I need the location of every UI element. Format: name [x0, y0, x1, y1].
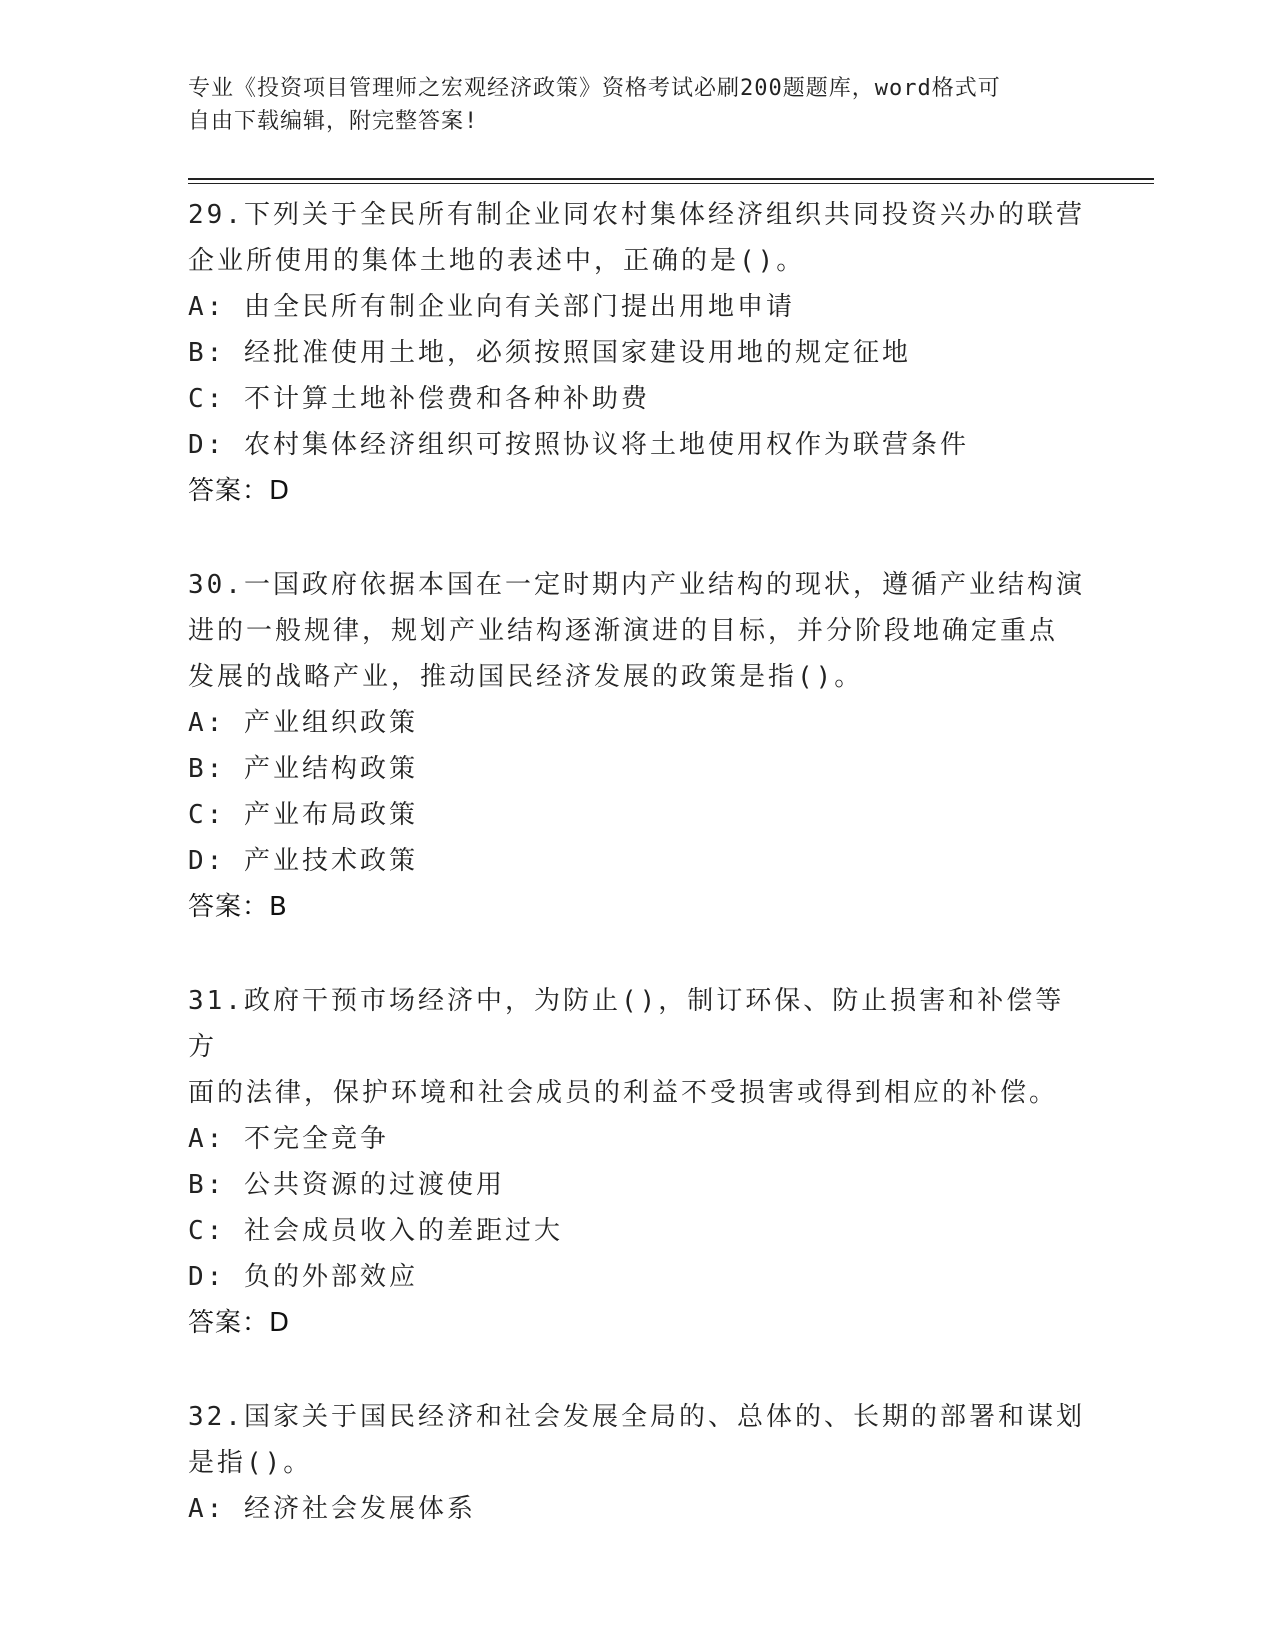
option-b: B: 公共资源的过渡使用 — [188, 1170, 505, 1200]
option-a: A: 由全民所有制企业向有关部门提出用地申请 — [188, 292, 795, 322]
question-stem-line: 29.下列关于全民所有制企业同农村集体经济组织共同投资兴办的联营 — [188, 200, 1085, 230]
answer-line: 答案：D — [188, 476, 291, 506]
question-stem-line: 进的一般规律，规划产业结构逐渐演进的目标，并分阶段地确定重点 — [188, 616, 1059, 646]
answer-line: 答案：D — [188, 1308, 291, 1338]
option-d: D: 农村集体经济组织可按照协议将土地使用权作为联营条件 — [188, 430, 969, 460]
question-31 — [188, 978, 1088, 1346]
option-d: D: 负的外部效应 — [188, 1262, 418, 1292]
answer-line: 答案：B — [188, 892, 288, 922]
header-line-2: 自由下载编辑，附完整答案! — [188, 109, 479, 134]
question-stem-line: 面的法律，保护环境和社会成员的利益不受损害或得到相应的补偿。 — [188, 1078, 1059, 1108]
question-32 — [188, 1394, 1088, 1532]
header-divider-thick — [188, 178, 1154, 180]
option-a: A: 经济社会发展体系 — [188, 1494, 476, 1524]
question-29 — [188, 192, 1088, 514]
question-stem-line: 发展的战略产业，推动国民经济发展的政策是指()。 — [188, 662, 864, 692]
option-c: C: 社会成员收入的差距过大 — [188, 1216, 563, 1246]
question-30 — [188, 562, 1088, 930]
header-divider-thin — [188, 183, 1154, 184]
option-b: B: 经批准使用土地，必须按照国家建设用地的规定征地 — [188, 338, 911, 368]
question-list — [188, 192, 1088, 1580]
question-stem-line: 企业所使用的集体土地的表述中，正确的是()。 — [188, 246, 806, 276]
option-c: C: 不计算土地补偿费和各种补助费 — [188, 384, 650, 414]
question-stem-line: 30.一国政府依据本国在一定时期内产业结构的现状，遵循产业结构演 — [188, 570, 1085, 600]
question-stem-line: 32.国家关于国民经济和社会发展全局的、总体的、长期的部署和谋划 — [188, 1402, 1085, 1432]
option-a: A: 不完全竞争 — [188, 1124, 389, 1154]
question-stem-line: 31.政府干预市场经济中，为防止()，制订环保、防止损害和补偿等方 — [188, 986, 1065, 1062]
option-a: A: 产业组织政策 — [188, 708, 418, 738]
question-stem-line: 是指()。 — [188, 1448, 313, 1478]
header-line-1: 专业《投资项目管理师之宏观经济政策》资格考试必刷200题题库，word格式可 — [188, 76, 1001, 101]
option-b: B: 产业结构政策 — [188, 754, 418, 784]
option-d: D: 产业技术政策 — [188, 846, 418, 876]
option-c: C: 产业布局政策 — [188, 800, 418, 830]
document-header — [188, 72, 1068, 138]
